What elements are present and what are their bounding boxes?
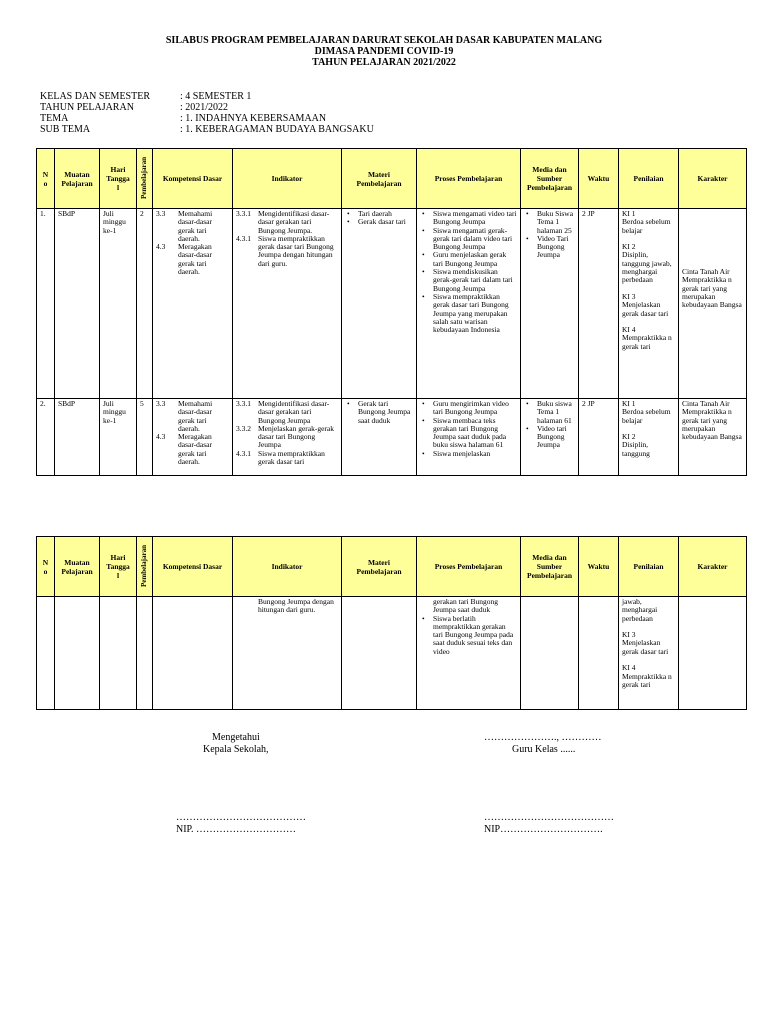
cell-waktu: 2 JP bbox=[579, 399, 619, 476]
signature-left-dots: ………………………………… bbox=[176, 812, 306, 823]
signature-right-nip: NIP…………………………. bbox=[484, 824, 603, 835]
indikator-text: Mengidentifikasi dasar-dasar gerakan tari Bungong Jeumpa. bbox=[258, 209, 330, 235]
indikator-text: Mengidentifikasi dasar-dasar gerakan tari Bungong Jeumpa bbox=[258, 399, 330, 425]
indikator-item bbox=[236, 425, 338, 450]
col-kd: Kompetensi Dasar bbox=[153, 149, 233, 209]
col-pembelajaran bbox=[137, 149, 153, 209]
indikator-num: 4.3.1 bbox=[236, 448, 251, 458]
cell-pembelajaran: 2 bbox=[137, 209, 153, 399]
cell-hari bbox=[100, 597, 137, 710]
col-indikator: Indikator bbox=[233, 537, 342, 597]
meta-value: : 1. KEBERAGAMAN BUDAYA BANGSAKU bbox=[180, 124, 374, 135]
cell-kd bbox=[153, 597, 233, 710]
indikator-text: Menjelaskan gerak-gerak dasar tari Bungong Jeumpa bbox=[258, 423, 335, 450]
indikator-item bbox=[236, 450, 338, 467]
header-row bbox=[37, 537, 747, 597]
cell-hari: Juli minggu ke-1 bbox=[100, 399, 137, 476]
cell-penilaian: KI 1 Berdoa sebelum belajar KI 2 Disiplin, tanggung bbox=[619, 399, 679, 476]
col-muatan: Muatan Pelajaran bbox=[55, 149, 100, 209]
cell-no: 2. bbox=[37, 399, 55, 476]
col-hari: Hari Tangga l bbox=[100, 149, 137, 209]
table-row bbox=[37, 597, 747, 710]
col-kd: Kompetensi Dasar bbox=[153, 537, 233, 597]
proses-item: • Siswa mengamati gerak-gerak tari dalam video tari Bungong Jeumpa bbox=[433, 227, 517, 252]
syllabus-table bbox=[36, 148, 747, 476]
proses-item: • Siswa mendiskusikan gerak-gerak tari dalam tari Bungong Jeumpa bbox=[433, 268, 517, 293]
col-pembelajaran-label: Pembelajaran bbox=[140, 544, 148, 587]
syllabus-table-continued bbox=[36, 536, 747, 710]
cell-hari: Juli minggu ke-1 bbox=[100, 209, 137, 399]
signature-left-line2: Kepala Sekolah, bbox=[203, 744, 269, 755]
cell-muatan bbox=[55, 597, 100, 710]
materi-item: • Gerak tari Bungong Jeumpa saat duduk bbox=[358, 400, 413, 425]
col-muatan: Muatan Pelajaran bbox=[55, 537, 100, 597]
cell-media bbox=[521, 209, 579, 399]
col-pembelajaran-label: Pembelajaran bbox=[140, 156, 148, 199]
meta-row bbox=[40, 113, 374, 124]
signature-right-dots: ………………………………… bbox=[484, 812, 614, 823]
cell-proses bbox=[417, 597, 521, 710]
cell-waktu: 2 JP bbox=[579, 209, 619, 399]
cell-muatan: SBdP bbox=[55, 209, 100, 399]
cell-materi bbox=[342, 209, 417, 399]
indikator-num: 3.3.2 bbox=[236, 423, 251, 433]
cell-no bbox=[37, 597, 55, 710]
kd-item bbox=[156, 433, 229, 466]
materi-item: • Tari daerah bbox=[358, 210, 413, 218]
meta-value: : 4 SEMESTER 1 bbox=[180, 91, 252, 102]
indikator-item bbox=[236, 598, 338, 615]
kd-item bbox=[156, 243, 229, 276]
meta-row bbox=[40, 91, 374, 102]
kd-text: Meragakan dasar-dasar gerak tari daerah. bbox=[178, 432, 212, 467]
cell-indikator bbox=[233, 597, 342, 710]
indikator-item bbox=[236, 235, 338, 268]
indikator-num: 3.3.1 bbox=[236, 209, 251, 218]
kd-item bbox=[156, 210, 229, 243]
indikator-item bbox=[236, 400, 338, 425]
title-line-2: DIMASA PANDEMI COVID-19 bbox=[314, 46, 454, 57]
col-no: N o bbox=[37, 149, 55, 209]
col-pembelajaran bbox=[137, 537, 153, 597]
cell-materi bbox=[342, 399, 417, 476]
meta-value: : 2021/2022 bbox=[180, 102, 229, 113]
title-line-3: TAHUN PELAJARAN 2021/2022 bbox=[312, 57, 456, 68]
col-indikator: Indikator bbox=[233, 149, 342, 209]
cell-penilaian: KI 1 Berdoa sebelum belajar KI 2 Disiplin, tanggung jawab, menghargai perbedaan KI 3 Menjelaskan gerak dasar tari KI 4 Mempraktikka n gerak tari bbox=[619, 209, 679, 399]
col-proses: Proses Pembelajaran bbox=[417, 537, 521, 597]
media-item: • Video tari Bungong Jeumpa bbox=[537, 425, 575, 450]
cell-indikator bbox=[233, 209, 342, 399]
kd-text: Memahami dasar-dasar gerak tari daerah. bbox=[178, 399, 213, 433]
table-row bbox=[37, 399, 747, 476]
kd-text: Meragakan dasar-dasar gerak tari daerah. bbox=[178, 242, 212, 277]
indikator-num: 4.3.1 bbox=[236, 233, 251, 243]
title-line-1: SILABUS PROGRAM PEMBELAJARAN DARURAT SEKOLAH DASAR KABUPATEN MALANG bbox=[165, 35, 603, 46]
kd-num: 3.3 bbox=[156, 399, 166, 408]
indikator-text: Siswa mempraktikkan gerak dasar tari Bungong Jeumpa dengan hitungan dari guru. bbox=[258, 233, 334, 268]
meta-row bbox=[40, 102, 374, 113]
proses-item: • Guru menjelaskan gerak tari Bungong Jeumpa bbox=[433, 251, 517, 268]
cell-kd bbox=[153, 399, 233, 476]
header-row bbox=[37, 149, 747, 209]
cell-proses bbox=[417, 209, 521, 399]
media-item: • Buku siswa Tema 1 halaman 61 bbox=[537, 400, 575, 425]
col-waktu: Waktu bbox=[579, 149, 619, 209]
cell-proses bbox=[417, 399, 521, 476]
indikator-num bbox=[236, 598, 258, 615]
cell-karakter: Cinta Tanah Air Mempraktikka n gerak tari yang merupakan kebudayaan Bangsa bbox=[679, 399, 747, 476]
meta-label: TAHUN PELAJARAN bbox=[40, 102, 134, 113]
cell-indikator bbox=[233, 399, 342, 476]
cell-media bbox=[521, 597, 579, 710]
cell-penilaian: jawab, menghargai perbedaan KI 3 Menjelaskan gerak dasar tari KI 4 Mempraktikka n gerak tari bbox=[619, 597, 679, 710]
kd-text: Memahami dasar-dasar gerak tari daerah. bbox=[178, 209, 213, 243]
signature-right-line2: Guru Kelas ...... bbox=[512, 744, 576, 755]
cell-waktu bbox=[579, 597, 619, 710]
media-item: • Video Tari Bungong Jeumpa bbox=[537, 235, 575, 260]
indikator-item bbox=[236, 210, 338, 235]
cell-karakter: Cinta Tanah Air Mempraktikka n gerak tari yang merupakan kebudayaan Bangsa bbox=[679, 209, 747, 399]
kd-num: 3.3 bbox=[156, 209, 166, 218]
cell-materi bbox=[342, 597, 417, 710]
meta-label: SUB TEMA bbox=[40, 124, 91, 135]
meta-row bbox=[40, 124, 374, 135]
kd-num: 4.3 bbox=[156, 242, 166, 252]
signature-left-line1: Mengetahui bbox=[212, 732, 260, 743]
cell-kd bbox=[153, 209, 233, 399]
col-hari: Hari Tangga l bbox=[100, 537, 137, 597]
proses-item: • Siswa membaca teks gerakan tari Bungong Jeumpa saat duduk pada buku siswa halaman 61 bbox=[433, 417, 517, 450]
col-proses: Proses Pembelajaran bbox=[417, 149, 521, 209]
proses-item: • Siswa mempraktikkan gerak dasar tari Bungong Jeumpa yang merupakan salah satu warisan kebudayaan Indonesia bbox=[433, 293, 517, 334]
indikator-num: 3.3.1 bbox=[236, 399, 251, 408]
meta-label: TEMA bbox=[40, 113, 69, 124]
media-item: • Buku Siswa Tema 1 halaman 25 bbox=[537, 210, 575, 235]
class-info bbox=[40, 91, 374, 135]
table-row bbox=[37, 209, 747, 399]
cell-no: 1. bbox=[37, 209, 55, 399]
proses-item: • Siswa menjelaskan bbox=[433, 450, 517, 458]
proses-item: • Guru mengirimkan video tari Bungong Jeumpa bbox=[433, 400, 517, 417]
signature-right-line1: …………………., ………… bbox=[484, 732, 602, 743]
cell-karakter bbox=[679, 597, 747, 710]
meta-value: : 1. INDAHNYA KEBERSAMAAN bbox=[180, 113, 327, 124]
cell-media bbox=[521, 399, 579, 476]
col-karakter: Karakter bbox=[679, 537, 747, 597]
indikator-text: Siswa mempraktikkan gerak dasar tari bbox=[258, 448, 325, 467]
col-media: Media dan Sumber Pembelajaran bbox=[521, 537, 579, 597]
cell-pembelajaran bbox=[137, 597, 153, 710]
kd-item bbox=[156, 400, 229, 433]
meta-label: KELAS DAN SEMESTER bbox=[40, 91, 151, 102]
col-waktu: Waktu bbox=[579, 537, 619, 597]
proses-item: • Siswa berlatih mempraktikkan gerakan tari Bungong Jeumpa pada saat duduk sesuai teks dan video bbox=[433, 615, 517, 656]
col-media: Media dan Sumber Pembelajaran bbox=[521, 149, 579, 209]
cell-pembelajaran: 5 bbox=[137, 399, 153, 476]
col-materi: Materi Pembelajaran bbox=[342, 537, 417, 597]
proses-continued: gerakan tari Bungong Jeumpa saat duduk bbox=[433, 597, 498, 615]
col-materi: Materi Pembelajaran bbox=[342, 149, 417, 209]
kd-num: 4.3 bbox=[156, 432, 166, 442]
indikator-text: Bungong Jeumpa dengan hitungan dari guru. bbox=[258, 597, 334, 615]
cell-muatan: SBdP bbox=[55, 399, 100, 476]
col-no: N o bbox=[37, 537, 55, 597]
col-penilaian: Penilaian bbox=[619, 537, 679, 597]
col-karakter: Karakter bbox=[679, 149, 747, 209]
signature-left-nip: NIP. ………………………… bbox=[176, 824, 297, 835]
proses-item: • Siswa mengamati video tari Bungong Jeumpa bbox=[433, 210, 517, 227]
materi-item: • Gerak dasar tari bbox=[358, 218, 413, 226]
col-penilaian: Penilaian bbox=[619, 149, 679, 209]
